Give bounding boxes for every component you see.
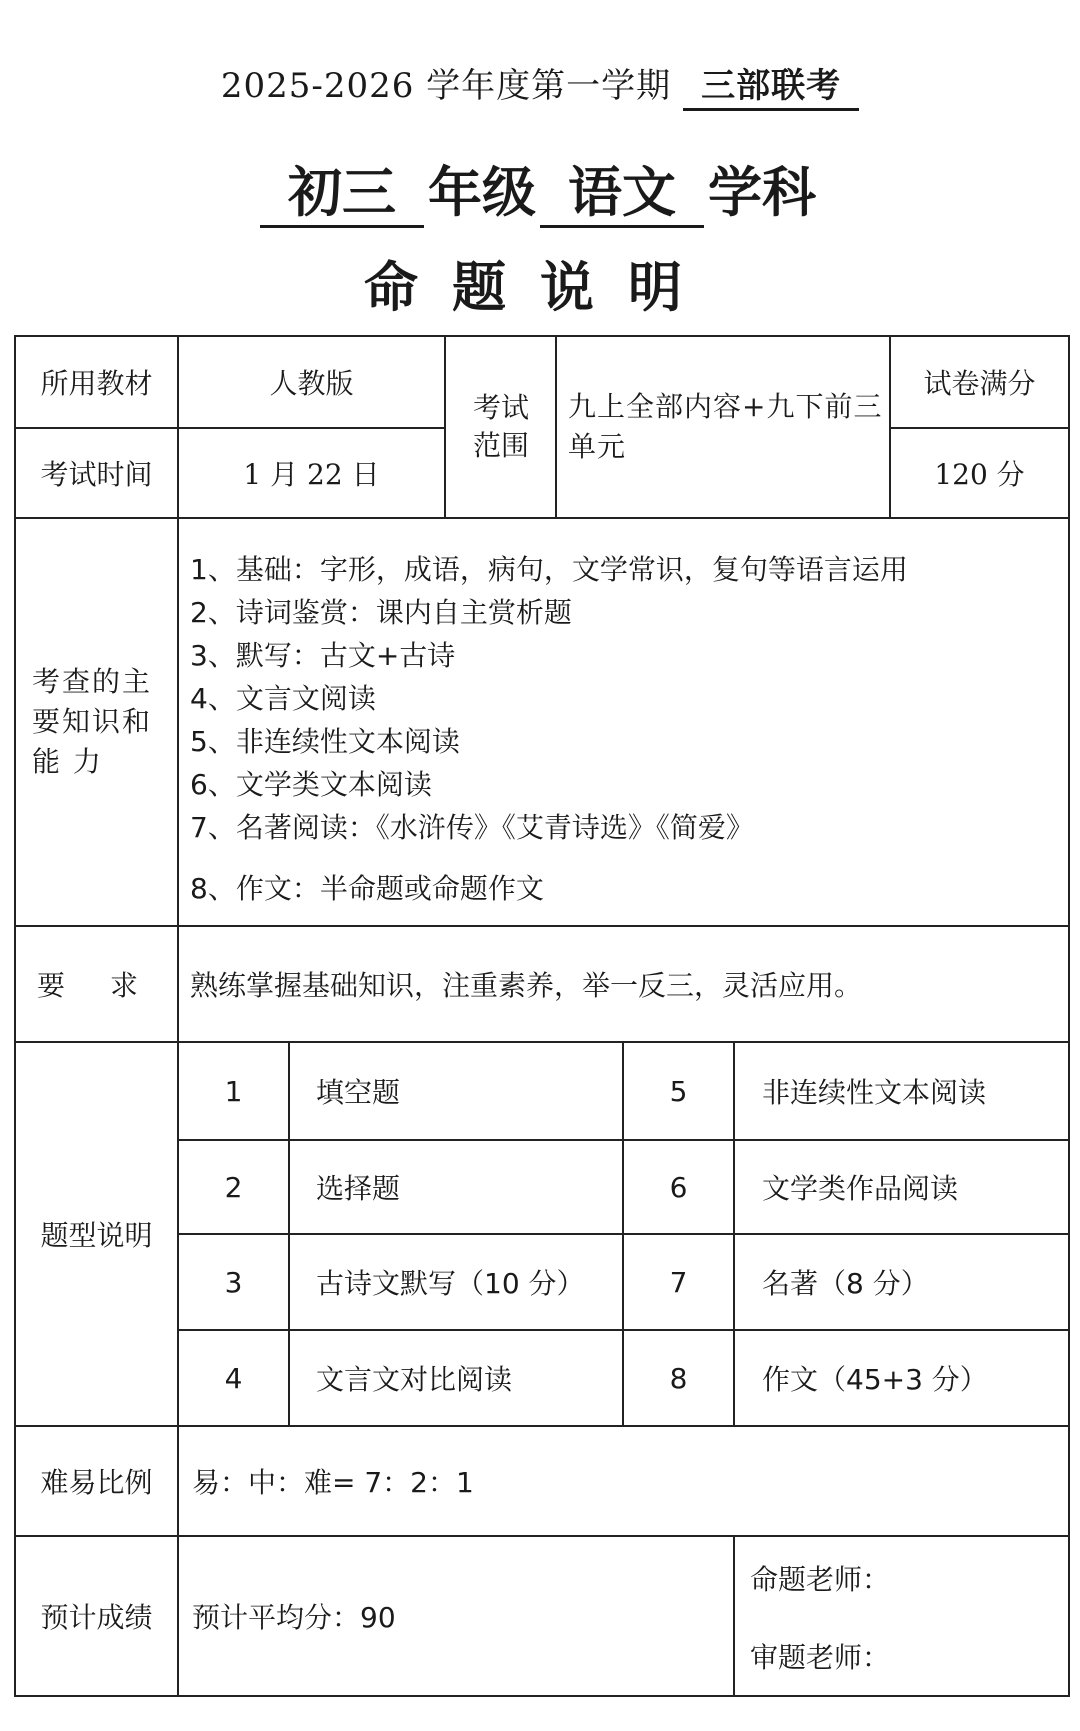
term-text: 2025-2026 学年度第一学期 bbox=[220, 66, 672, 106]
subject-value: 语文 bbox=[540, 163, 704, 228]
difficulty-value: 易：中：难= 7：2：1 bbox=[192, 1466, 474, 1499]
knowledge-item: 5、非连续性文本阅读 bbox=[190, 725, 460, 758]
type-number: 4 bbox=[224, 1361, 243, 1395]
score-label: 预计成绩 bbox=[40, 1601, 153, 1634]
author-teacher-label: 命题老师： bbox=[750, 1563, 891, 1596]
type-name: 作文（45+3 分） bbox=[762, 1363, 988, 1396]
textbook-label: 所用教材 bbox=[40, 367, 153, 400]
knowledge-item: 8、作文：半命题或命题作文 bbox=[190, 872, 544, 905]
type-number: 3 bbox=[224, 1265, 243, 1299]
grid-line bbox=[1068, 335, 1070, 1697]
difficulty-label: 难易比例 bbox=[40, 1466, 153, 1499]
subject-suffix: 学科 bbox=[708, 161, 816, 224]
knowledge-item: 2、诗词鉴赏：课内自主赏析题 bbox=[190, 596, 572, 629]
scope-label: 考试范围 bbox=[472, 391, 529, 462]
grid-line bbox=[14, 517, 1070, 519]
score-value: 预计平均分：90 bbox=[192, 1601, 396, 1634]
grid-line bbox=[177, 335, 179, 1697]
requirement-value: 熟练掌握基础知识，注重素养，举一反三，灵活应用。 bbox=[190, 969, 863, 1002]
grid-line bbox=[444, 335, 446, 519]
type-number: 7 bbox=[669, 1265, 688, 1299]
type-number: 8 bbox=[669, 1361, 688, 1395]
knowledge-item: 3、默写：古文+古诗 bbox=[190, 639, 456, 672]
grade-suffix: 年级 bbox=[428, 161, 536, 224]
grid-line bbox=[14, 1695, 1070, 1697]
grid-line bbox=[288, 1041, 290, 1427]
type-number: 5 bbox=[669, 1074, 688, 1108]
knowledge-item: 7、名著阅读：《水浒传》《艾青诗选》《简爱》 bbox=[190, 811, 754, 844]
grid-line bbox=[733, 1041, 735, 1427]
knowledge-item: 6、文学类文本阅读 bbox=[190, 768, 432, 801]
type-name: 文学类作品阅读 bbox=[762, 1172, 959, 1205]
knowledge-item: 4、文言文阅读 bbox=[190, 682, 376, 715]
fullscore-label: 试卷满分 bbox=[923, 367, 1036, 400]
type-name: 文言文对比阅读 bbox=[316, 1363, 513, 1396]
type-number: 2 bbox=[224, 1170, 243, 1204]
grid-line bbox=[555, 335, 557, 519]
type-name: 古诗文默写（10 分） bbox=[316, 1267, 585, 1300]
knowledge-item: 1、基础：字形，成语，病句，文学常识，复句等语言运用 bbox=[190, 553, 908, 586]
knowledge-list bbox=[190, 548, 1070, 910]
document-title: 命题说明 bbox=[364, 256, 716, 319]
textbook-value: 人教版 bbox=[269, 367, 354, 400]
types-label: 题型说明 bbox=[40, 1219, 153, 1252]
grade-value: 初三 bbox=[260, 163, 424, 228]
type-name: 非连续性文本阅读 bbox=[762, 1076, 987, 1109]
exam-name: 三部联考 bbox=[683, 66, 859, 111]
type-name: 填空题 bbox=[316, 1076, 401, 1109]
type-number: 1 bbox=[224, 1074, 243, 1108]
type-name: 选择题 bbox=[316, 1172, 401, 1205]
requirement-label: 要 求 bbox=[37, 969, 156, 1002]
type-number: 6 bbox=[669, 1170, 688, 1204]
knowledge-label: 考查的主要知识和能 力 bbox=[32, 665, 153, 778]
reviewer-teacher-label: 审题老师： bbox=[750, 1641, 891, 1674]
scope-value: 九上全部内容+九下前三单元 bbox=[568, 390, 883, 463]
date-label: 考试时间 bbox=[40, 458, 153, 491]
date-value: 1 月 22 日 bbox=[243, 458, 380, 491]
grid-line bbox=[733, 1535, 735, 1697]
type-name: 名著（8 分） bbox=[762, 1267, 929, 1300]
fullscore-value: 120 分 bbox=[934, 458, 1025, 491]
